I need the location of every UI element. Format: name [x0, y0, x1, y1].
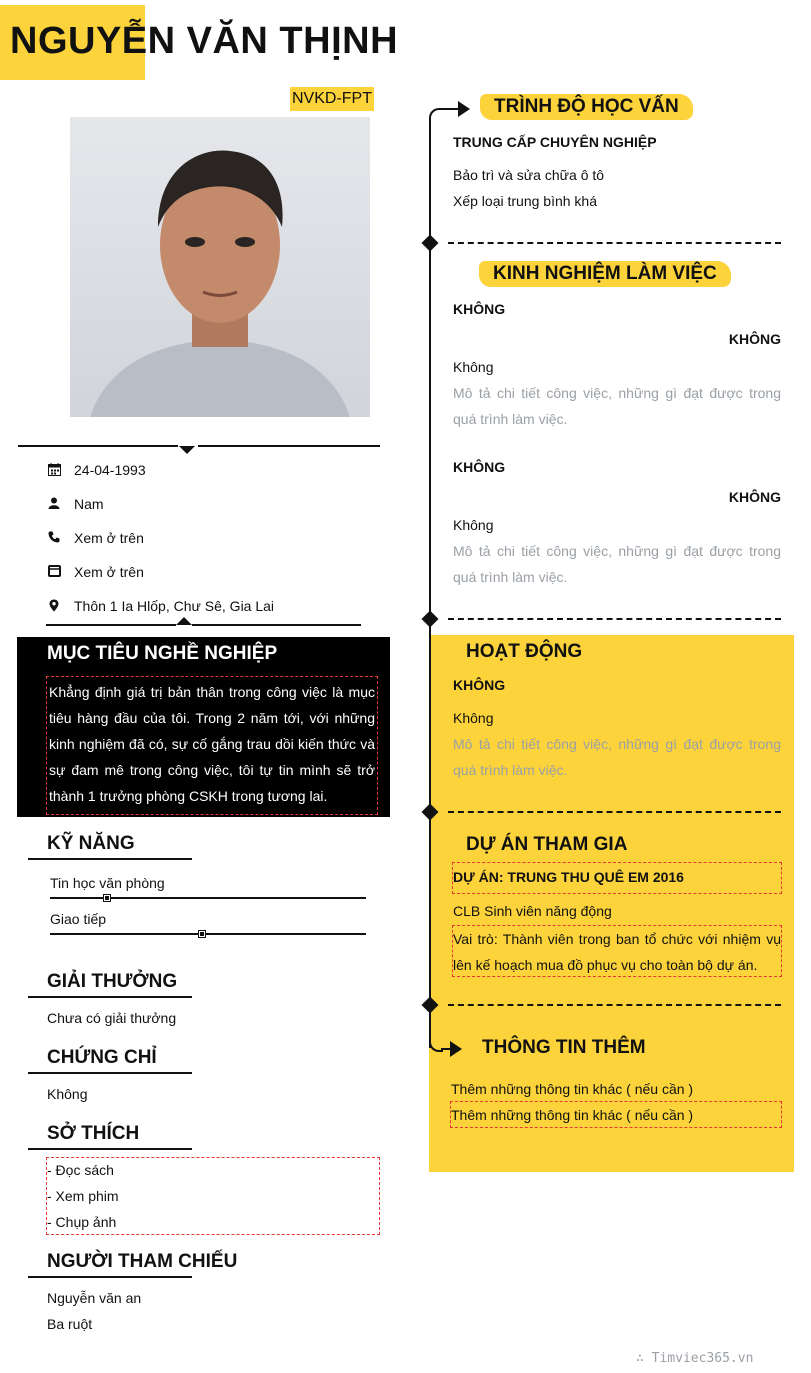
experience-description: Mô tả chi tiết công việc, những gì đạt được trong quá trình làm việc. — [453, 543, 781, 585]
divider — [18, 445, 178, 447]
awards-title: GIẢI THƯỞNG — [47, 971, 178, 992]
reference-relation: Ba ruột — [47, 1316, 93, 1332]
skill-level-marker — [198, 930, 206, 938]
hobbies-title: SỞ THÍCH — [47, 1123, 140, 1144]
awards-underline — [28, 996, 192, 998]
divider — [192, 624, 361, 626]
certificates-title: CHỨNG CHỈ — [47, 1047, 157, 1068]
more-info-line: Thêm những thông tin khác ( nếu cần ) — [451, 1107, 694, 1123]
divider — [198, 445, 380, 447]
career-goal-title: MỤC TIÊU NGHỀ NGHIỆP — [47, 643, 278, 664]
profile-photo — [70, 117, 370, 417]
more-info-title: THÔNG TIN THÊM — [482, 1037, 646, 1058]
timeline-connector — [441, 108, 459, 110]
section-separator — [448, 618, 781, 620]
education-grade: Xếp loại trung bình khá — [453, 193, 597, 209]
arrow-right-icon — [458, 101, 470, 117]
certificates-underline — [28, 1072, 192, 1074]
activity-description: Mô tả chi tiết công việc, những gì đạt được trong quá trình làm việc. — [453, 736, 781, 778]
birthday-text: 24-04-1993 — [74, 462, 146, 478]
career-goal-text: Khẳng định giá trị bản thân trong công việc là mục tiêu hàng đầu của tôi. Trong 2 năm tới, với những kinh nghiệm đã có, sự cố gắng trau dồi kiến thức và sự đam mê trong công việc, tôi tự tin mình sẽ trở thành 1 trưởng phòng CSKH trong tương lai. — [46, 676, 378, 815]
certificates-text: Không — [47, 1086, 88, 1102]
experience-role: Không — [453, 359, 494, 375]
skill-bar — [50, 897, 366, 899]
timeline-diamond-icon — [422, 611, 439, 628]
calendar-icon — [46, 463, 62, 479]
candidate-name: NGUYỄN VĂN THỊNH — [10, 20, 399, 62]
list-item: - Xem phim — [47, 1188, 119, 1204]
address-text: Thôn 1 Ia Hlốp, Chư Sê, Gia Lai — [74, 598, 275, 614]
person-silhouette-icon — [70, 117, 370, 417]
education-title: TRÌNH ĐỘ HỌC VẤN — [480, 94, 693, 120]
experience-company: KHÔNG — [453, 459, 506, 475]
education-major: Bảo trì và sửa chữa ô tô — [453, 167, 605, 183]
hobbies-list — [46, 1157, 380, 1235]
section-separator — [448, 1004, 781, 1006]
caret-up-icon — [176, 617, 192, 625]
skills-underline — [28, 858, 192, 860]
projects-title: DỰ ÁN THAM GIA — [466, 834, 628, 855]
experience-time: KHÔNG — [728, 331, 781, 347]
reference-name: Nguyễn văn an — [47, 1290, 142, 1306]
experience-description: Mô tả chi tiết công việc, những gì đạt được trong quá trình làm việc. — [453, 385, 781, 427]
skill-name: Tin học văn phòng — [50, 875, 165, 891]
activity-role: Không — [453, 710, 494, 726]
hobbies-underline — [28, 1148, 192, 1150]
timeline-corner — [429, 108, 443, 122]
arrow-right-icon — [450, 1041, 462, 1057]
experience-title: KINH NGHIỆM LÀM VIỆC — [479, 261, 731, 287]
list-item: - Chụp ảnh — [47, 1214, 117, 1230]
references-underline — [28, 1276, 192, 1278]
skill-level-marker — [103, 894, 111, 902]
email-icon — [46, 565, 62, 580]
project-role: Vai trò: Thành viên trong ban tổ chức với nhiệm vụ lên kế hoạch mua đồ phục vụ cho toàn bộ dự án. — [452, 925, 782, 977]
section-separator — [448, 811, 781, 813]
section-separator — [448, 242, 781, 244]
skills-title: KỸ NĂNG — [47, 833, 135, 854]
experience-time: KHÔNG — [728, 489, 781, 505]
email-text: Xem ở trên — [74, 564, 144, 580]
activities-title: HOẠT ĐỘNG — [466, 641, 583, 662]
watermark: ∴ Timviec365.vn — [636, 1351, 754, 1366]
position-badge: NVKD-FPT — [290, 87, 374, 111]
timeline-line — [429, 118, 431, 1048]
map-pin-icon — [46, 599, 62, 615]
caret-down-icon — [179, 446, 195, 454]
user-icon — [46, 497, 62, 512]
skill-name: Giao tiếp — [50, 911, 107, 927]
divider — [46, 624, 176, 626]
list-item: - Đọc sách — [47, 1162, 114, 1178]
phone-icon — [46, 531, 62, 546]
experience-company: KHÔNG — [453, 301, 506, 317]
references-title: NGƯỜI THAM CHIẾU — [47, 1251, 238, 1272]
experience-role: Không — [453, 517, 494, 533]
more-info-line: Thêm những thông tin khác ( nếu cần ) — [451, 1081, 694, 1097]
more-info-box — [450, 1101, 782, 1128]
skill-bar — [50, 933, 366, 935]
education-school: TRUNG CẤP CHUYÊN NGHIỆP — [453, 134, 657, 150]
activity-org: KHÔNG — [453, 677, 506, 693]
project-name-box — [452, 862, 782, 894]
project-name: DỰ ÁN: TRUNG THU QUÊ EM 2016 — [453, 869, 684, 885]
awards-text: Chưa có giải thưởng — [47, 1010, 177, 1026]
phone-text: Xem ở trên — [74, 530, 144, 546]
gender-text: Nam — [74, 496, 104, 512]
timeline-diamond-icon — [422, 235, 439, 252]
project-org: CLB Sinh viên năng động — [453, 903, 612, 919]
